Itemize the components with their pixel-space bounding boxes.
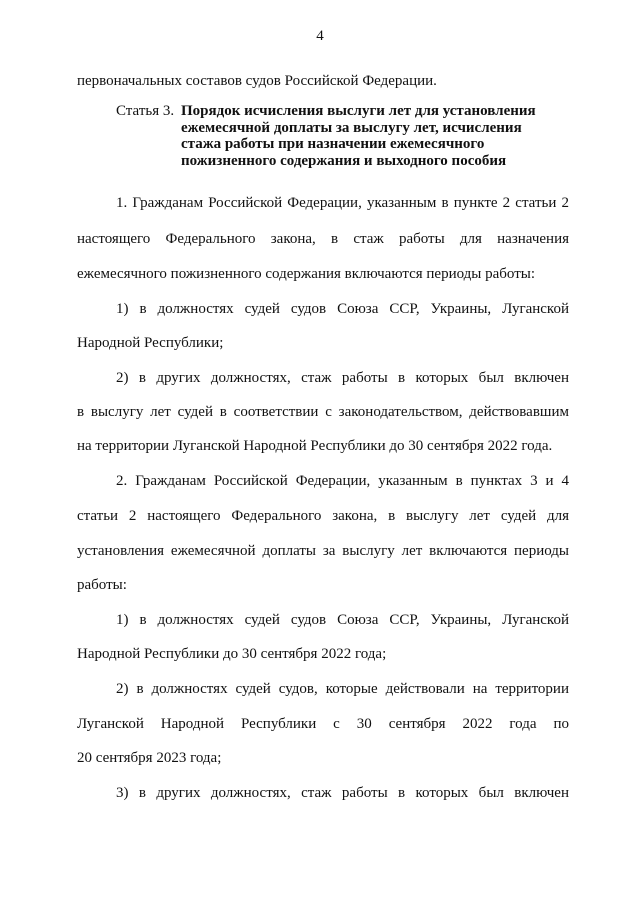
body-line: Народной Республики; — [77, 335, 224, 351]
page-number: 4 — [316, 28, 324, 44]
body-line: в выслугу лет судей в соответствии с законодательством, действовавшим — [77, 404, 569, 420]
body-line: ежемесячного пожизненного содержания включаются периоды работы: — [77, 266, 536, 282]
body-line: 1) в должностях судей судов Союза ССР, Украины, Луганской — [116, 612, 569, 628]
article-label: Статья 3. — [116, 103, 175, 119]
body-line: 1) в должностях судей судов Союза ССР, Украины, Луганской — [116, 301, 569, 317]
body-line: на территории Луганской Народной Республики до 30 сентября 2022 года. — [77, 438, 553, 454]
article-title-line: пожизненного содержания и выходного пособия — [181, 152, 507, 169]
body-line: 20 сентября 2023 года; — [77, 750, 222, 766]
article-title-line: стажа работы при назначении ежемесячного — [181, 136, 485, 152]
body-line: статьи 2 настоящего Федерального закона, в выслугу лет судей для — [77, 508, 569, 524]
body-line: Народной Республики до 30 сентября 2022 года; — [77, 646, 387, 662]
body-line: 2) в должностях судей судов, которые действовали на территории — [116, 681, 569, 697]
article-title-line: Порядок исчисления выслуги лет для установления — [181, 103, 536, 119]
body-line: 2. Гражданам Российской Федерации, указанным в пунктах 3 и 4 — [116, 473, 569, 489]
body-line: работы: — [77, 577, 127, 593]
intro-line: первоначальных составов судов Российской Федерации. — [77, 73, 437, 89]
body-line: настоящего Федерального закона, в стаж работы для назначения — [77, 231, 569, 247]
body-line: 2) в других должностях, стаж работы в которых был включен — [116, 370, 569, 386]
body-line: установления ежемесячной доплаты за выслугу лет включаются периоды — [77, 543, 569, 559]
body-line: 3) в других должностях, стаж работы в которых был включен — [116, 785, 569, 801]
body-line: 1. Гражданам Российской Федерации, указанным в пункте 2 статьи 2 — [116, 195, 569, 211]
article-title — [181, 103, 576, 169]
body-line: Луганской Народной Республики с 30 сентября 2022 года по — [77, 716, 569, 732]
article-title-line: ежемесячной доплаты за выслугу лет, исчисления — [181, 119, 522, 136]
